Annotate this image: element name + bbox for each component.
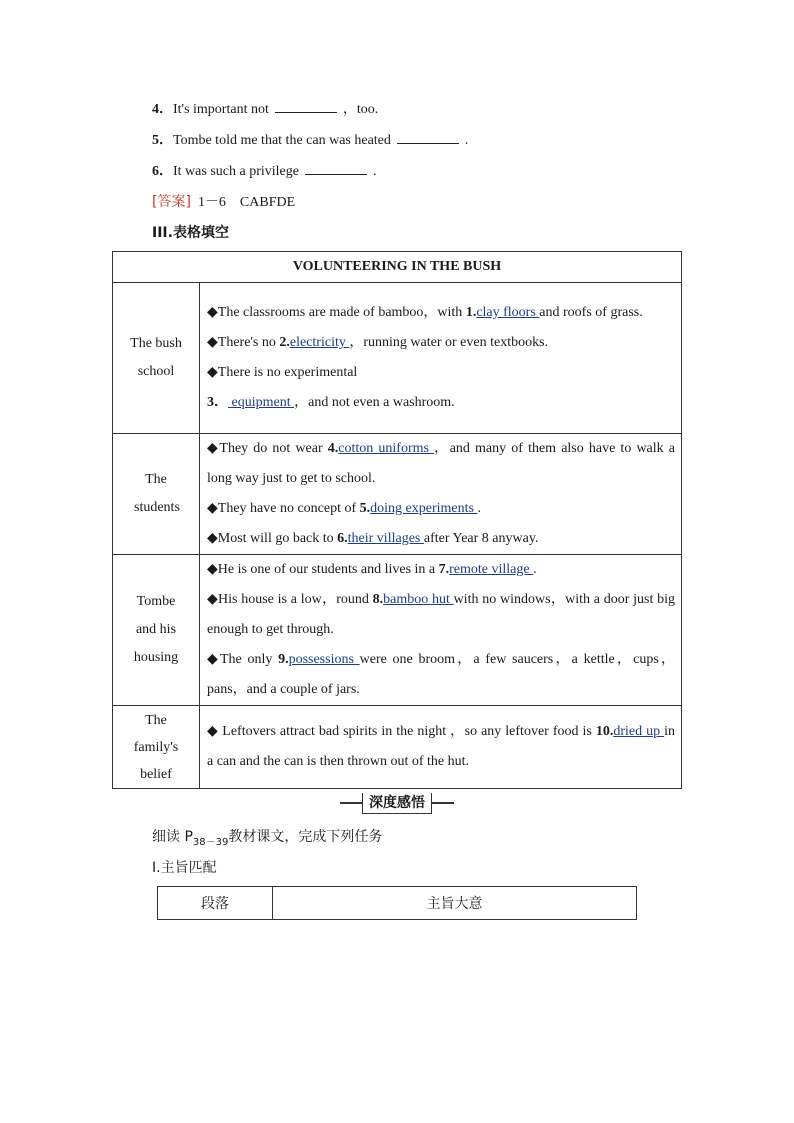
table-title: VOLUNTEERING IN THE BUSH xyxy=(113,252,682,283)
question-text-after: ，too. xyxy=(342,102,379,117)
list-item: ◆The only 9.possessions were one broom，a few saucers，a kettle，cups，pans，and a couple of jars. xyxy=(207,652,675,697)
column-header-main-idea: 主旨大意 xyxy=(273,887,637,920)
row-content xyxy=(200,434,682,555)
answer-text: possessions xyxy=(288,652,360,667)
answer-text: bamboo hut xyxy=(383,592,454,607)
list-item: ◆They do not wear 4.cotton uniforms ，and many of them also have to walk a long way just to get to school. xyxy=(207,441,675,486)
list-item: ◆The classrooms are made of bamboo，with 1.clay floors and roofs of grass. xyxy=(207,305,643,320)
row-label: Tombe and his housing xyxy=(113,555,200,706)
list-item: ◆His house is a low，round 8.bamboo hut with no windows，with a door just big enough to get through. xyxy=(207,592,675,637)
question-text-after: . xyxy=(464,133,469,148)
list-item: ◆ Leftovers attract bad spirits in the night ，so any leftover food is 10.dried up in a can and the can is then thrown out of the hut. xyxy=(207,724,676,769)
column-header-paragraph: 段落 xyxy=(158,887,273,920)
answer-text: electricity xyxy=(289,335,350,350)
table-row xyxy=(113,555,682,706)
row-content xyxy=(200,555,682,706)
list-item: ◆He is one of our students and lives in a 7.remote village . xyxy=(207,562,537,577)
answer-blank[interactable] xyxy=(305,162,367,175)
question-4 xyxy=(152,98,378,118)
question-text: It was such a privilege xyxy=(173,164,299,179)
row-label: The students xyxy=(113,434,200,555)
answer-blank[interactable] xyxy=(275,100,337,113)
section-banner xyxy=(340,793,454,813)
answer-text: clay floors xyxy=(476,305,540,320)
banner-label: 深度感悟 xyxy=(362,793,432,814)
row-content xyxy=(200,706,682,789)
answer-tag: [答案] xyxy=(152,194,191,210)
list-item: 3． equipment ，and not even a washroom. xyxy=(207,395,455,410)
question-number: 5． xyxy=(152,133,173,148)
table-row xyxy=(113,706,682,789)
question-number: 4． xyxy=(152,102,173,117)
list-item: ◆There is no experimental xyxy=(207,365,358,380)
answer-text: equipment xyxy=(228,395,295,410)
table-row xyxy=(113,283,682,434)
volunteering-table xyxy=(112,251,682,789)
question-6 xyxy=(152,160,376,180)
answer-line xyxy=(152,191,295,211)
answer-text: 1－6 CABFDE xyxy=(197,195,296,210)
question-text: It's important not xyxy=(173,102,269,117)
answer-text: dried up xyxy=(613,724,665,739)
table-row xyxy=(113,434,682,555)
answer-text: cotton uniforms xyxy=(338,441,435,456)
question-text-after: . xyxy=(372,164,377,179)
row-label: The family's belief xyxy=(113,706,200,789)
answer-text: doing experiments xyxy=(370,501,478,516)
question-number: 6． xyxy=(152,164,173,179)
answer-text: their villages xyxy=(347,531,424,546)
instruction: 细读 $P_{38-39}$教材课文，完成下列任务 xyxy=(152,829,383,848)
row-content xyxy=(200,283,682,434)
answer-text: remote village xyxy=(449,562,534,577)
section-3-title: III.表格填空 xyxy=(152,225,229,241)
question-text: Tombe told me that the can was heated xyxy=(173,133,391,148)
list-item: ◆Most will go back to 6.their villages after Year 8 anyway. xyxy=(207,531,539,546)
list-item: ◆They have no concept of 5.doing experiments . xyxy=(207,501,481,516)
answer-blank[interactable] xyxy=(397,131,459,144)
section-1-title: Ⅰ.主旨匹配 xyxy=(152,860,217,876)
matching-table xyxy=(157,886,637,920)
row-label: The bush school xyxy=(113,283,200,434)
list-item: ◆There's no 2.electricity ，running water or even textbooks. xyxy=(207,335,549,350)
question-5 xyxy=(152,129,468,149)
